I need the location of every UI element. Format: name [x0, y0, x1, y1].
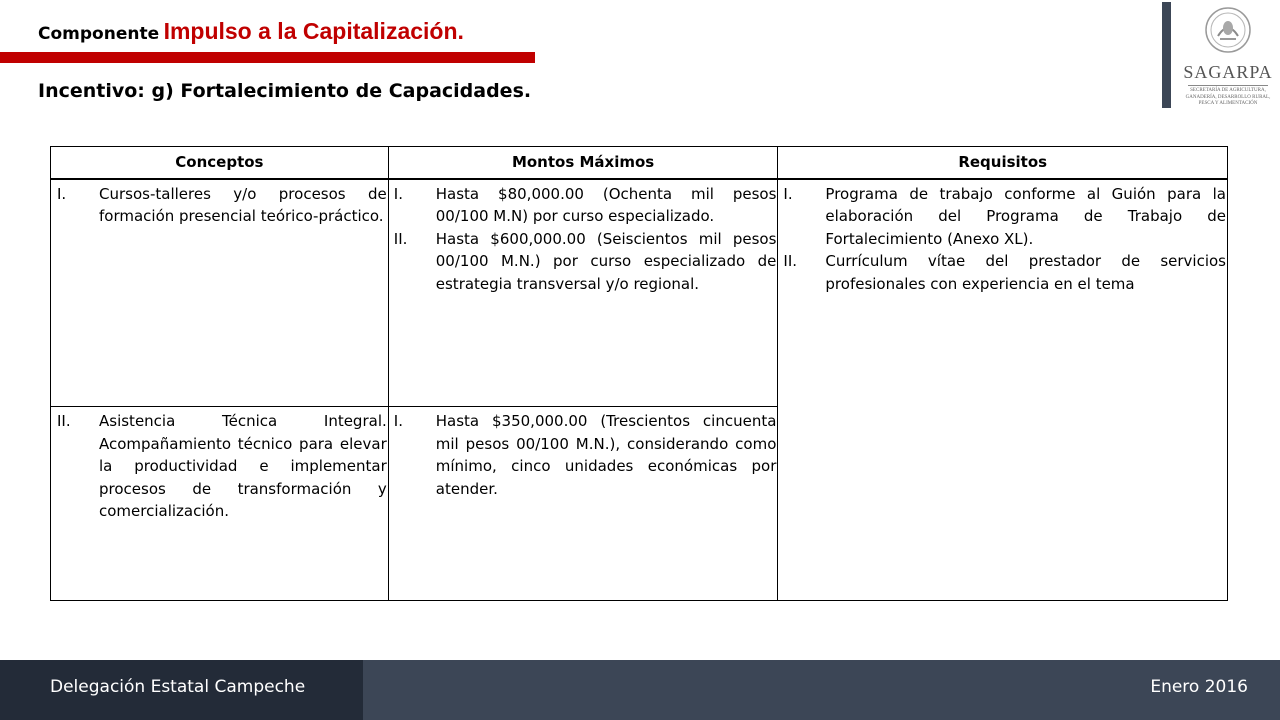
footer-bar	[0, 660, 1280, 720]
title-underline	[0, 52, 535, 63]
concepto-cell	[51, 179, 389, 407]
requisitos-cell	[778, 179, 1228, 601]
logo-separator	[1188, 85, 1268, 86]
footer-date: Enero 2016	[1150, 677, 1248, 697]
list-item: I. Hasta $350,000.00 (Trescientos cincuenta mil pesos 00/100 M.N.), considerando como mínimo, cinco unidades económicas por atender.	[393, 412, 777, 498]
header-conceptos: Conceptos	[51, 147, 389, 179]
montos-cell	[388, 407, 778, 601]
logo-brand: SAGARPA	[1183, 62, 1273, 82]
montos-cell	[388, 179, 778, 407]
incentive-table	[50, 146, 1228, 601]
logo-description: SECRETARÍA DE AGRICULTURA, GANADERÍA, DESARROLLO RURAL, PESCA Y ALIMENTACIÓN	[1185, 88, 1271, 106]
footer-delegation: Delegación Estatal Campeche	[50, 677, 306, 697]
list-item: II. Asistencia Técnica Integral. Acompañamiento técnico para elevar la productividad e implementar procesos de transformación y comercialización.	[57, 412, 387, 520]
list-item: I. Hasta $80,000.00 (Ochenta mil pesos 00/100 M.N) por curso especializado.	[393, 184, 777, 225]
table-row	[51, 179, 1228, 407]
component-name: Impulso a la Capitalización.	[163, 18, 464, 44]
coat-of-arms-icon	[1204, 6, 1252, 54]
table-header-row	[51, 147, 1228, 179]
list-item: II. Hasta $600,000.00 (Seiscientos mil pesos 00/100 M.N.) por curso especializado de estrategia transversal y/o regional.	[393, 229, 777, 293]
sagarpa-logo	[1180, 4, 1276, 120]
list-item: II. Currículum vítae del prestador de servicios profesionales con experiencia en el tema	[783, 252, 1226, 293]
header-montos: Montos Máximos	[388, 147, 778, 179]
concepto-cell	[51, 407, 389, 601]
logo-divider	[1162, 2, 1171, 108]
incentive-subtitle: Incentivo: g) Fortalecimiento de Capacidades.	[38, 80, 532, 102]
header-requisitos: Requisitos	[778, 147, 1228, 179]
component-label: Componente	[38, 24, 160, 44]
list-item: I. Programa de trabajo conforme al Guión para la elaboración del Programa de Trabajo de Fortalecimiento (Anexo XL).	[783, 184, 1226, 248]
footer-left-panel	[0, 660, 363, 720]
page-title	[38, 18, 464, 45]
list-item: I. Cursos-talleres y/o procesos de formación presencial teórico-práctico.	[57, 184, 387, 225]
